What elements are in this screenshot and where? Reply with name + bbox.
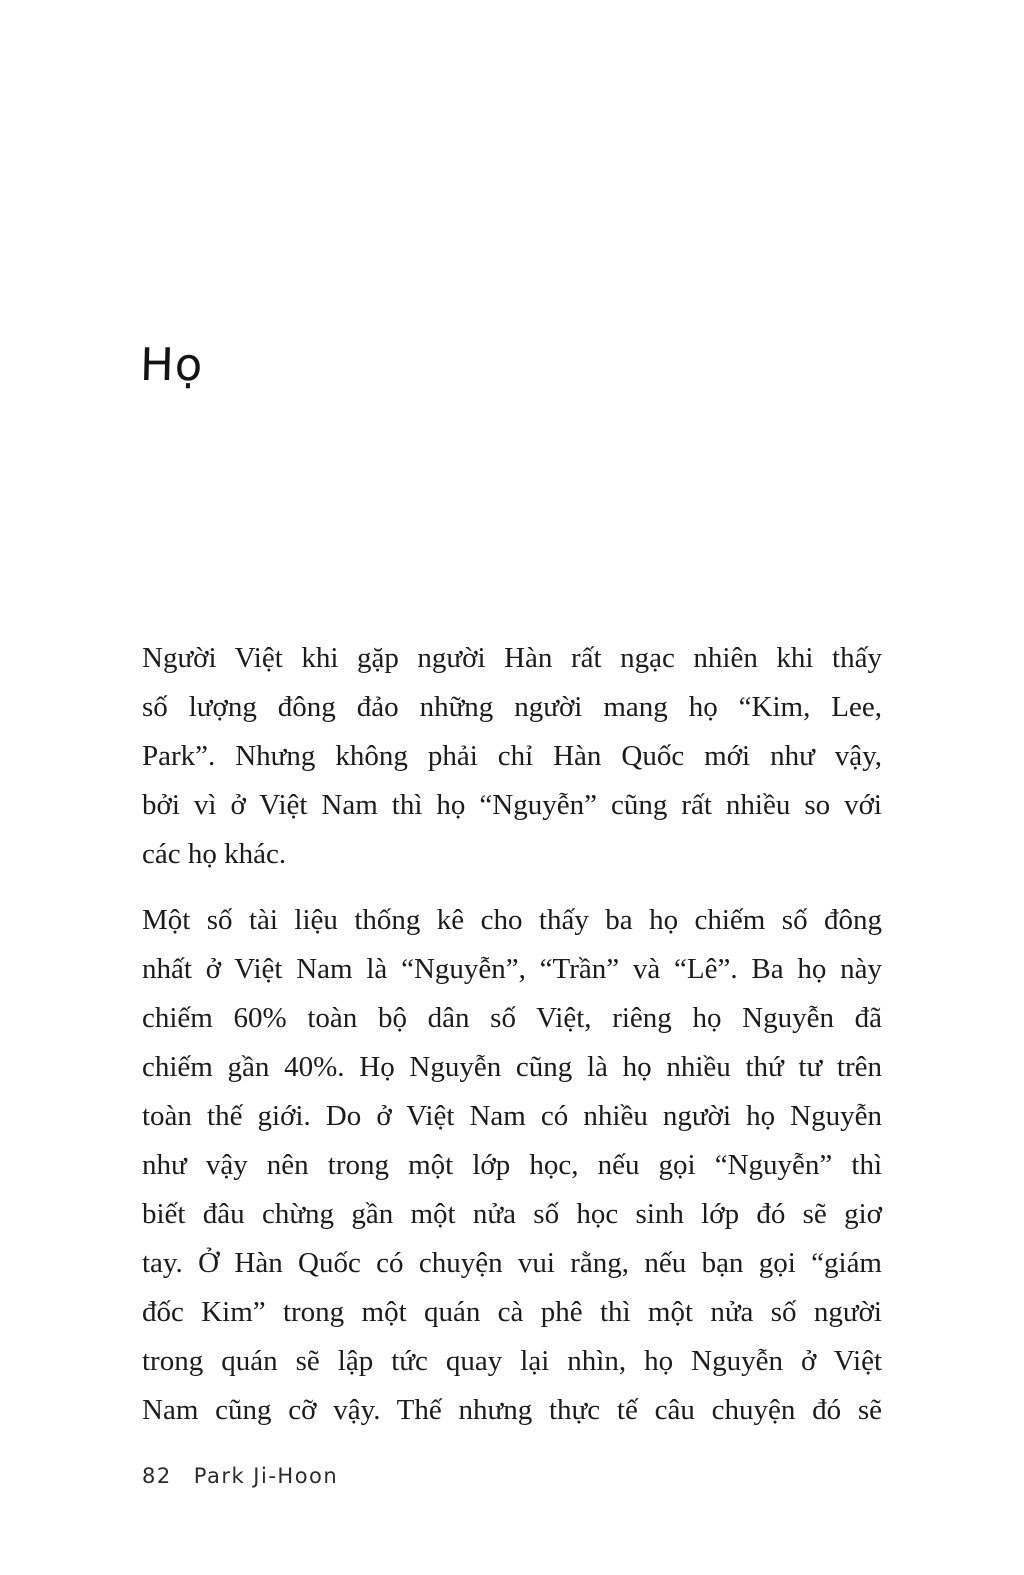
text-line: trong quán sẽ lập tức quay lại nhìn, họ Nguyễn ở Việt bbox=[142, 1345, 882, 1377]
text-line: chiếm gần 40%. Họ Nguyễn cũng là họ nhiều thứ tư trên bbox=[142, 1051, 882, 1083]
text-line: Park”. Nhưng không phải chỉ Hàn Quốc mới như vậy, bbox=[142, 740, 882, 772]
page-footer bbox=[142, 1464, 338, 1488]
paragraph bbox=[142, 896, 882, 1435]
text-line: biết đâu chừng gần một nửa số học sinh lớp đó sẽ giơ bbox=[142, 1198, 882, 1230]
text-line: đốc Kim” trong một quán cà phê thì một nửa số người bbox=[142, 1296, 882, 1328]
text-line: chiếm 60% toàn bộ dân số Việt, riêng họ Nguyễn đã bbox=[142, 1002, 882, 1034]
page-number: 82 bbox=[142, 1464, 172, 1488]
text-line: nhất ở Việt Nam là “Nguyễn”, “Trần” và “Lê”. Ba họ này bbox=[142, 953, 882, 985]
text-line: tay. Ở Hàn Quốc có chuyện vui rằng, nếu bạn gọi “giám bbox=[142, 1247, 882, 1279]
paragraph bbox=[142, 634, 882, 879]
text-line: Người Việt khi gặp người Hàn rất ngạc nhiên khi thấy bbox=[142, 642, 882, 674]
text-line: số lượng đông đảo những người mang họ “Kim, Lee, bbox=[142, 691, 882, 723]
text-line: Một số tài liệu thống kê cho thấy ba họ chiếm số đông bbox=[142, 904, 882, 936]
chapter-title: Họ bbox=[139, 338, 205, 391]
text-line: các họ khác. bbox=[142, 838, 287, 870]
text-line: như vậy nên trong một lớp học, nếu gọi “Nguyễn” thì bbox=[142, 1149, 882, 1181]
text-line: toàn thế giới. Do ở Việt Nam có nhiều người họ Nguyễn bbox=[142, 1100, 882, 1132]
text-line: Nam cũng cỡ vậy. Thế nhưng thực tế câu chuyện đó sẽ bbox=[142, 1394, 882, 1426]
body-text bbox=[142, 634, 882, 1435]
author-name: Park Ji-Hoon bbox=[193, 1464, 339, 1488]
text-line: bởi vì ở Việt Nam thì họ “Nguyễn” cũng rất nhiều so với bbox=[142, 789, 882, 821]
